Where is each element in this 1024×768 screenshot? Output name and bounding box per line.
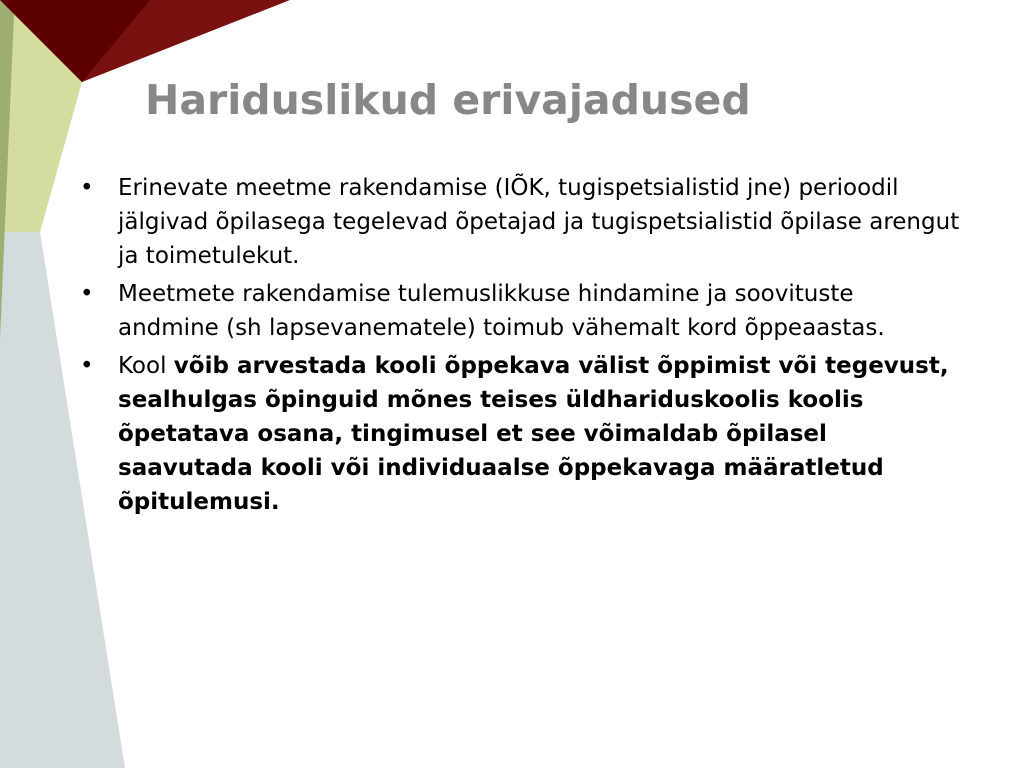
bullet-bold-text: võib arvestada kooli õppekava välist õppimist või tegevust, sealhulgas õpinguid mõnes teises üldhariduskoolis koolis õpetatava osana, tingimusel et see võimaldab õpilasel saavutada kooli või individuaalse õppekavaga määratletud õpitulemusi. xyxy=(118,353,949,515)
bullet-item xyxy=(80,349,960,519)
bullet-marker: • xyxy=(80,175,94,201)
bullet-marker: • xyxy=(80,281,94,307)
bullet-item xyxy=(80,171,960,273)
bullet-item xyxy=(80,277,960,345)
bullet-marker: • xyxy=(80,353,94,379)
bullet-list xyxy=(80,171,960,523)
slide-title: Hariduslikud erivajadused xyxy=(145,76,751,124)
bullet-lead-text: Kool xyxy=(118,353,174,379)
bullet-text: Meetmete rakendamise tulemuslikkuse hindamine ja soovituste andmine (sh lapsevanematele) toimub vähemalt kord õppeaastas. xyxy=(118,281,885,341)
bullet-text: Erinevate meetme rakendamise (IÕK, tugispetsialistid jne) perioodil jälgivad õpilasega tegelevad õpetajad ja tugispetsialistid õpilase arengut ja toimetulekut. xyxy=(118,175,960,269)
